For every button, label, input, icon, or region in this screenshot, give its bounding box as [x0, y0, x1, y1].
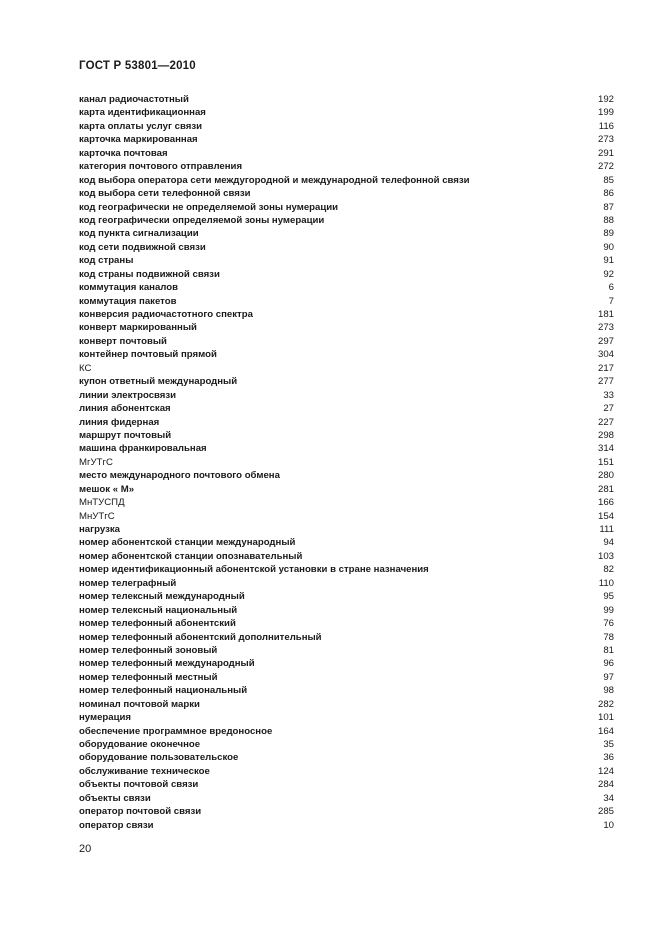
index-entry — [79, 93, 614, 106]
index-page-ref: 314 — [597, 443, 614, 455]
index-page-ref: 33 — [603, 389, 614, 401]
index-term: коммутация каналов — [79, 282, 179, 294]
index-entry — [79, 590, 614, 603]
index-entry — [79, 335, 614, 348]
index-term: категория почтового отправления — [79, 161, 243, 173]
index-term: код географически не определяемой зоны нумерации — [79, 201, 339, 213]
index-entry — [79, 631, 614, 644]
index-entry — [79, 671, 614, 684]
index-entry — [79, 604, 614, 617]
index-entry — [79, 106, 614, 119]
index-entry — [79, 402, 614, 415]
index-entry — [79, 550, 614, 563]
index-entry — [79, 751, 614, 764]
index-page-ref: 101 — [597, 712, 614, 724]
index-term: номер телефонный местный — [79, 671, 218, 683]
index-entry — [79, 295, 614, 308]
index-term: карта оплаты услуг связи — [79, 120, 202, 132]
index-page-ref: 217 — [597, 362, 614, 374]
index-entry — [79, 684, 614, 697]
index-entry — [79, 389, 614, 402]
index-page-ref: 151 — [597, 456, 614, 468]
index-entry — [79, 738, 614, 751]
index-entry — [79, 362, 614, 375]
index-page-ref: 277 — [597, 376, 614, 388]
index-page-ref: 111 — [599, 524, 614, 535]
index-page-ref: 227 — [597, 416, 614, 428]
index-page-ref: 82 — [603, 564, 614, 576]
index-entry — [79, 819, 614, 832]
index-entry — [79, 456, 614, 469]
index-page-ref: 298 — [597, 429, 614, 441]
index-page-ref: 96 — [603, 658, 614, 670]
index-entry — [79, 268, 614, 281]
index-term: номер телексный национальный — [79, 604, 238, 616]
index-page-ref: 284 — [597, 779, 614, 791]
index-term: код пункта сигнализации — [79, 228, 199, 240]
index-term: код страны подвижной связи — [79, 268, 220, 280]
index-page-ref: 124 — [597, 765, 614, 777]
index-entry — [79, 725, 614, 738]
index-term: маршрут почтовый — [79, 429, 172, 441]
index-entry — [79, 805, 614, 818]
index-term: оборудование пользовательское — [79, 752, 239, 764]
index-entry — [79, 765, 614, 778]
index-entry — [79, 792, 614, 805]
index-entry — [79, 442, 614, 455]
index-entry — [79, 308, 614, 321]
index-entry — [79, 120, 614, 133]
index-page-ref: 116 — [598, 120, 614, 132]
index-term: номер телефонный зоновый — [79, 644, 218, 656]
index-term: номер телексный международный — [79, 591, 245, 603]
index-term: код сети подвижной связи — [79, 241, 206, 253]
index-term: конверсия радиочастотного спектра — [79, 309, 253, 320]
index-entry — [79, 563, 614, 576]
index-entry — [79, 577, 614, 590]
index-term: карточка маркированная — [79, 134, 198, 146]
index-page-ref: 78 — [603, 631, 614, 643]
index-page-ref: 103 — [597, 550, 614, 562]
index-page-ref: 85 — [603, 174, 614, 186]
index-page-ref: 89 — [603, 228, 614, 240]
index-page-ref: 297 — [597, 335, 614, 347]
index-page-ref: 90 — [603, 241, 614, 253]
index-entry — [79, 657, 614, 670]
index-page-ref: 98 — [603, 685, 614, 697]
index-term: номер абонентской станции международный — [79, 537, 296, 549]
index-entry — [79, 241, 614, 254]
index-term: номер телеграфный — [79, 577, 177, 589]
index-term: мешок « М» — [79, 483, 135, 495]
index-page-ref: 199 — [597, 107, 614, 119]
index-term: нумерация — [79, 712, 132, 724]
index-page-ref: 285 — [597, 806, 614, 818]
index-entry — [79, 617, 614, 630]
index-term: МгУТгС — [79, 456, 113, 468]
index-term: оператор почтовой связи — [79, 806, 202, 818]
index-page-ref: 91 — [603, 255, 614, 267]
index-term: коммутация пакетов — [79, 295, 177, 307]
index-term: номер телефонный абонентский — [79, 618, 236, 630]
index-term: обслуживание техническое — [79, 765, 210, 777]
index-entry — [79, 174, 614, 187]
index-term: объекты почтовой связи — [79, 779, 199, 791]
index-page-ref: 164 — [597, 725, 614, 737]
index-term: оборудование оконечное — [79, 739, 201, 750]
index-entry — [79, 147, 614, 160]
index-term: нагрузка — [79, 524, 120, 535]
index-entry — [79, 201, 614, 214]
index-page-ref: 88 — [603, 214, 614, 226]
index-entry — [79, 133, 614, 146]
index-page-ref: 92 — [603, 268, 614, 280]
index-term: линия фидерная — [79, 416, 160, 428]
index-term: код страны — [79, 255, 134, 267]
index-entry — [79, 778, 614, 791]
index-term: номер абонентской станции опознавательный — [79, 550, 303, 562]
index-entry — [79, 281, 614, 294]
index-page-ref: 181 — [597, 309, 614, 320]
index-term: МнТУСПД — [79, 497, 125, 509]
index-page-ref: 281 — [597, 483, 614, 495]
index-term: номинал почтовой марки — [79, 698, 200, 710]
index-page-ref: 272 — [597, 161, 614, 173]
index-page-ref: 273 — [597, 134, 614, 146]
index-term: номер телефонный международный — [79, 658, 255, 670]
index-page-ref: 154 — [597, 510, 614, 522]
index-page-ref: 86 — [603, 188, 614, 200]
index-page-ref: 97 — [603, 671, 614, 683]
index-term: купон ответный международный — [79, 376, 238, 388]
index-term: карта идентификационная — [79, 107, 206, 119]
index-term: конверт почтовый — [79, 335, 167, 347]
index-term: код выбора оператора сети междугородной и международной телефонной связи — [79, 174, 470, 186]
index-entry — [79, 254, 614, 267]
index-entry — [79, 496, 614, 509]
index-page-ref: 110 — [598, 577, 614, 589]
index-term: номер идентификационный абонентской установки в стране назначения — [79, 564, 429, 576]
index-term: код географически определяемой зоны нумерации — [79, 214, 325, 226]
index-page-ref: 95 — [603, 591, 614, 603]
index-term: код выбора сети телефонной связи — [79, 188, 251, 200]
index-term: номер телефонный абонентский дополнительный — [79, 631, 322, 643]
index-entry — [79, 227, 614, 240]
index-page-ref: 94 — [603, 537, 614, 549]
index-page-ref: 10 — [603, 819, 614, 831]
index-term: обеспечение программное вредоносное — [79, 725, 273, 737]
index-page-ref: 87 — [603, 201, 614, 213]
index-page-ref: 304 — [597, 349, 614, 361]
index-term: карточка почтовая — [79, 147, 168, 159]
index-entry — [79, 416, 614, 429]
index-entry — [79, 160, 614, 173]
index-entry — [79, 536, 614, 549]
index-page-ref: 192 — [597, 94, 614, 105]
document-header: ГОСТ Р 53801—2010 — [79, 60, 196, 72]
index-entry — [79, 429, 614, 442]
index-page-ref: 291 — [597, 147, 614, 159]
index-page-ref: 76 — [603, 618, 614, 630]
index-term: конверт маркированный — [79, 322, 197, 334]
index-term: объекты связи — [79, 792, 151, 804]
index-term: канал радиочастотный — [79, 94, 189, 105]
index-entry — [79, 375, 614, 388]
index-term: МнУТгС — [79, 510, 115, 522]
page-number: 20 — [79, 843, 92, 855]
index-page-ref: 280 — [597, 470, 614, 482]
index-page-ref: 99 — [603, 604, 614, 616]
index-entry — [79, 348, 614, 361]
index-page-ref: 6 — [608, 282, 614, 294]
index-entry — [79, 187, 614, 200]
index-term: линии электросвязи — [79, 389, 177, 401]
index-page-ref: 35 — [603, 739, 614, 750]
index-entry — [79, 523, 614, 536]
index-entry — [79, 469, 614, 482]
index-entry — [79, 321, 614, 334]
index-term: контейнер почтовый прямой — [79, 349, 217, 361]
index-page-ref: 81 — [603, 644, 614, 656]
index-page-ref: 273 — [597, 322, 614, 334]
index-entry — [79, 510, 614, 523]
index-term: номер телефонный национальный — [79, 685, 248, 697]
index-page-ref: 36 — [603, 752, 614, 764]
index-list — [79, 93, 614, 832]
index-page-ref: 282 — [597, 698, 614, 710]
index-term: оператор связи — [79, 819, 154, 831]
index-page-ref: 27 — [603, 403, 614, 415]
index-entry — [79, 644, 614, 657]
index-term: машина франкировальная — [79, 443, 207, 455]
index-term: КС — [79, 362, 92, 374]
index-page-ref: 166 — [597, 497, 614, 509]
index-entry — [79, 698, 614, 711]
index-entry — [79, 214, 614, 227]
index-term: место международного почтового обмена — [79, 470, 280, 482]
index-page-ref: 7 — [608, 295, 614, 307]
index-page-ref: 34 — [603, 792, 614, 804]
index-term: линия абонентская — [79, 403, 171, 415]
index-entry — [79, 483, 614, 496]
index-entry — [79, 711, 614, 724]
